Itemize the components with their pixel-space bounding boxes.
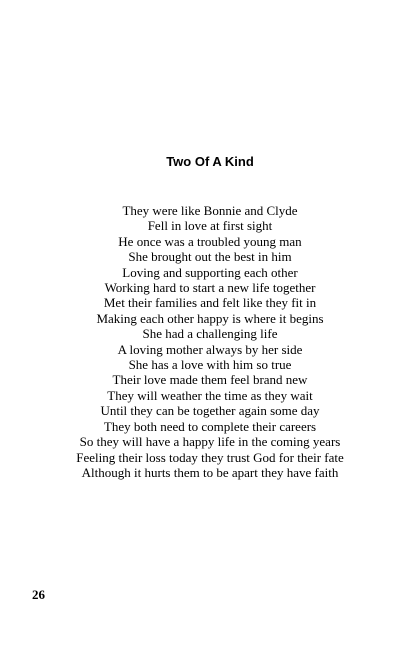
poem-line: She had a challenging life (142, 326, 278, 342)
poem-line: She brought out the best in him (128, 249, 292, 265)
poem-line: They both need to complete their careers (103, 418, 317, 434)
poem-line: Working hard to start a new life together (104, 280, 316, 296)
poem-line: Met their families and felt like they fit in (103, 295, 317, 311)
poem-body (0, 203, 420, 480)
page-number: 26 (32, 587, 45, 602)
poem-line: Until they can be together again some day (100, 403, 320, 419)
poem-line: Making each other happy is where it begins (96, 310, 324, 326)
poem-line: So they will have a happy life in the coming years (79, 434, 341, 450)
poem-line: Although it hurts them to be apart they have faith (81, 464, 339, 480)
poem-line: She has a love with him so true (128, 357, 292, 373)
poem-line: Their love made them feel brand new (112, 372, 308, 388)
poem-line: He once was a troubled young man (118, 233, 302, 249)
poem-title: Two Of A Kind (166, 154, 254, 169)
poem-line: Feeling their loss today they trust God for their fate (76, 449, 344, 465)
poem-line: Fell in love at first sight (147, 218, 273, 234)
poem-line: Loving and supporting each other (122, 264, 298, 280)
poem-line: A loving mother always by her side (117, 341, 303, 357)
poem-line: They will weather the time as they wait (107, 387, 313, 403)
poem-line: They were like Bonnie and Clyde (122, 203, 298, 218)
